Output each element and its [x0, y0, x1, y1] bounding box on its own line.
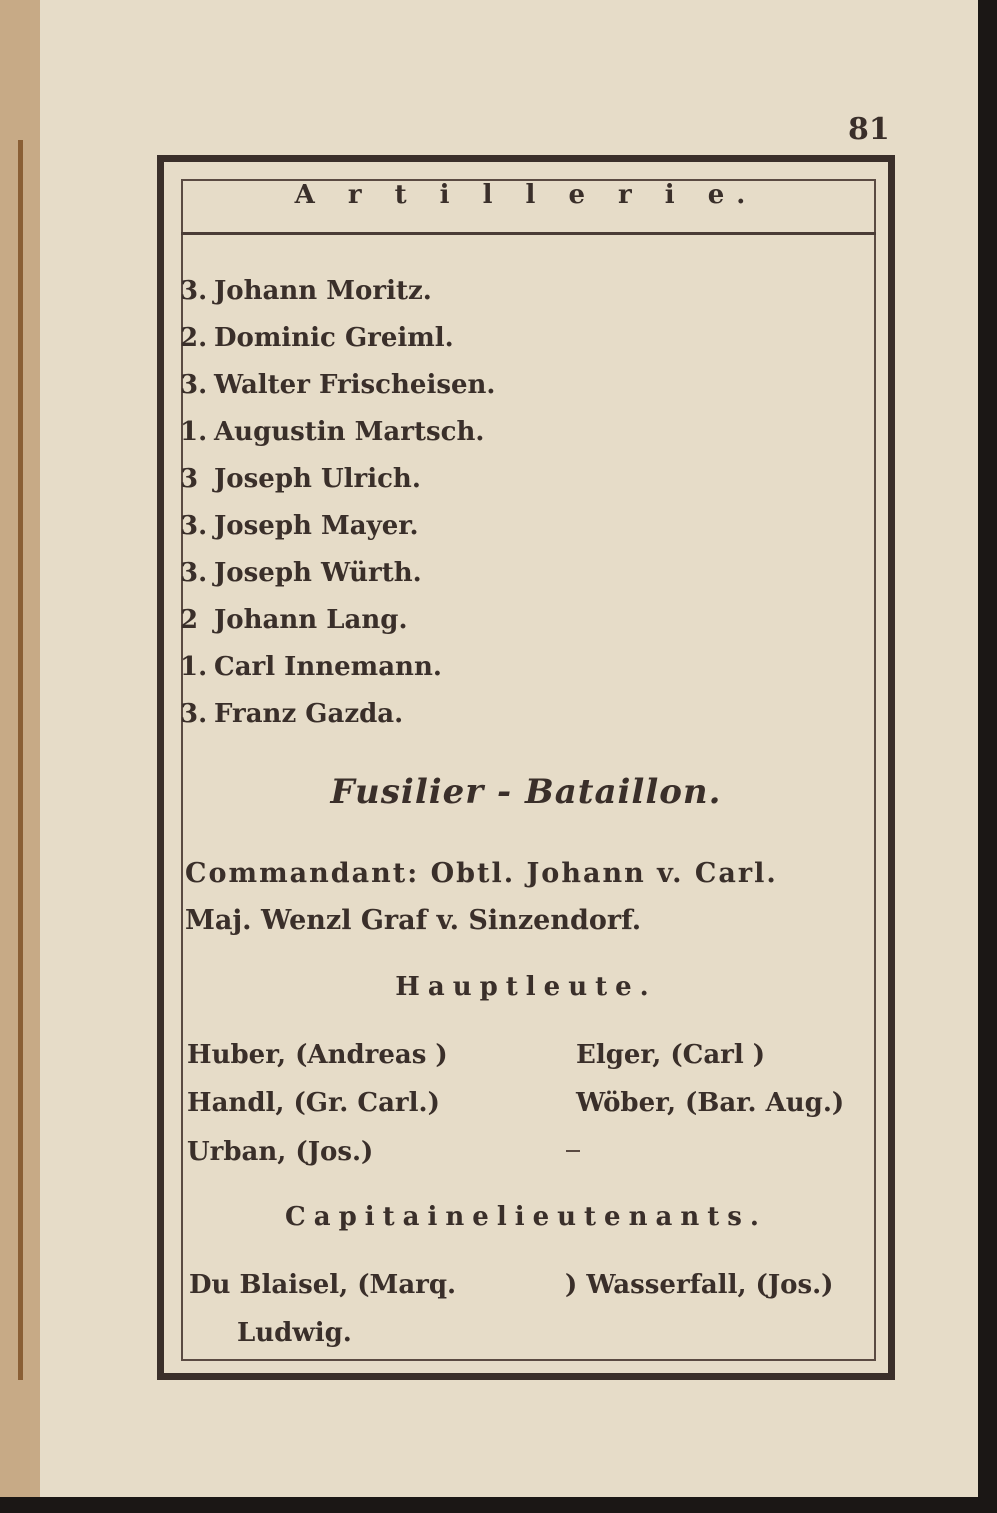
hauptmann-entry: Huber, (Andreas )	[187, 1040, 448, 1070]
hauptmann-entry: Urban, (Jos.)	[187, 1137, 374, 1167]
artillerie-heading: A r t i l l e r i e.	[294, 180, 758, 210]
hauptleute-heading: Hauptleute.	[395, 972, 657, 1002]
roster-entry	[180, 503, 495, 550]
capitainelieutenant-entry: Du Blaisel, (Marq.	[189, 1270, 457, 1300]
roster-name: Franz Gazda.	[214, 699, 404, 729]
hauptmann-entry: Wöber, (Bar. Aug.)	[576, 1088, 845, 1118]
roster-entry	[180, 456, 495, 503]
roster-name: Walter Frischeisen.	[214, 370, 496, 400]
roster-name: Augustin Martsch.	[214, 417, 485, 447]
roster-rank: 3.	[180, 558, 208, 588]
roster-rank: 2.	[180, 323, 208, 353]
commandant-line: Commandant: Obtl. Johann v. Carl.	[185, 858, 778, 889]
list-dash	[566, 1150, 580, 1152]
roster-rank: 3.	[180, 511, 208, 541]
roster-entry	[180, 268, 495, 315]
artillerie-roster	[180, 268, 495, 738]
capitainelieutenants-heading: Capitainelieutenants.	[285, 1202, 767, 1232]
roster-name: Dominic Greiml.	[214, 323, 454, 353]
roster-entry	[180, 362, 495, 409]
roster-rank: 3.	[180, 699, 208, 729]
roster-entry	[180, 550, 495, 597]
roster-name: Joseph Mayer.	[214, 511, 419, 541]
roster-name: Johann Lang.	[214, 605, 408, 635]
roster-name: Joseph Würth.	[214, 558, 422, 588]
hauptmann-entry: Elger, (Carl )	[576, 1040, 766, 1070]
hauptmann-entry: Handl, (Gr. Carl.)	[187, 1088, 440, 1118]
roster-name: Johann Moritz.	[214, 276, 432, 306]
fusilier-heading: Fusilier - Bataillon.	[330, 772, 722, 812]
roster-entry	[180, 409, 495, 456]
header-rule	[181, 232, 876, 235]
capitainelieutenant-entry: ) Wasserfall, (Jos.)	[565, 1270, 834, 1300]
roster-entry	[180, 597, 495, 644]
roster-rank: 3.	[180, 370, 208, 400]
roster-entry	[180, 315, 495, 362]
roster-rank: 3	[180, 464, 199, 494]
gutter-binding-line	[18, 140, 23, 1380]
roster-rank: 2	[180, 605, 199, 635]
roster-entry	[180, 691, 495, 738]
page-number: 81	[848, 112, 890, 147]
roster-rank: 1.	[180, 417, 208, 447]
roster-name: Carl Innemann.	[214, 652, 442, 682]
major-line: Maj. Wenzl Graf v. Sinzendorf.	[185, 905, 642, 936]
capitainelieutenant-continuation: Ludwig.	[237, 1318, 352, 1348]
roster-rank: 3.	[180, 276, 208, 306]
roster-name: Joseph Ulrich.	[214, 464, 421, 494]
book-gutter	[0, 0, 40, 1497]
roster-rank: 1.	[180, 652, 208, 682]
roster-entry	[180, 644, 495, 691]
